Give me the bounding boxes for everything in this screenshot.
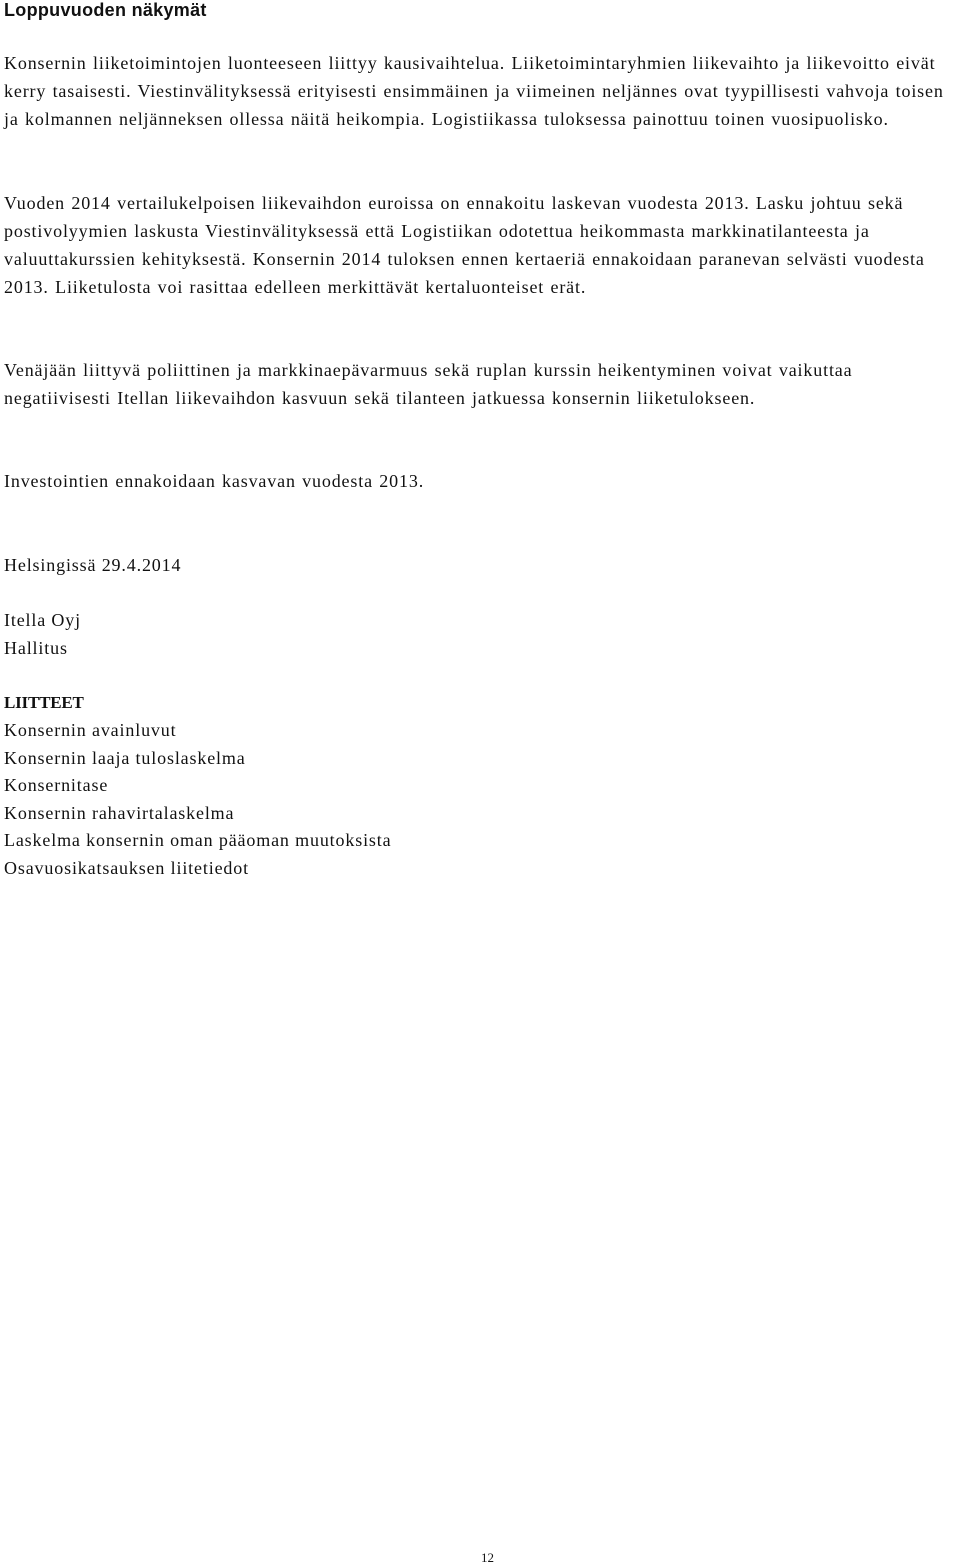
- board-signature: Hallitus: [4, 638, 68, 658]
- list-item: Konsernitase: [4, 775, 109, 796]
- list-item: Laskelma konsernin oman pääoman muutoksista: [4, 830, 392, 851]
- appendices-title: LIITTEET: [4, 693, 84, 712]
- paragraph-revenue-outlook: Vuoden 2014 vertailukelpoisen liikevaihdon euroissa on ennakoitu laskevan vuodesta 2013. Lasku johtuu sekä postivolyymien laskusta Viestinvälityksessä että Logistiikan odotettua heikommasta markkinatilanteesta ja valuuttakurssien kehityksestä. Konsernin 2014 tuloksen ennen kertaeriä ennakoidaan paranevan selvästi vuodesta 2013. Liiketulosta voi rasittaa edelleen merkittävät kertaluonteiset erät.: [4, 193, 925, 297]
- place-and-date: Helsingissä 29.4.2014: [4, 555, 182, 575]
- company-name: Itella Oyj: [4, 610, 81, 630]
- list-item: Osavuosikatsauksen liitetiedot: [4, 857, 249, 878]
- paragraph-seasonality: Konsernin liiketoimintojen luonteeseen liittyy kausivaihtelua. Liiketoimintaryhmien liikevaihto ja liikevoitto eivät kerry tasaisesti. Viestinvälityksessä erityisesti ensimmäinen ja viimeinen neljännes ovat tyypillisesti vahvoja toisen ja kolmannen neljänneksen ollessa näitä heikompia. Logistiikassa tuloksessa painottuu toinen vuosipuolisko.: [4, 53, 944, 129]
- appendices-list: [4, 717, 391, 883]
- section-heading: Loppuvuoden näkymät: [4, 0, 207, 20]
- list-item: Konsernin avainluvut: [4, 720, 177, 740]
- list-item: Konsernin laaja tuloslaskelma: [4, 747, 246, 768]
- list-item: Konsernin rahavirtalaskelma: [4, 802, 235, 823]
- paragraph-investments: Investointien ennakoidaan kasvavan vuodesta 2013.: [4, 471, 425, 491]
- paragraph-russia-risk: Venäjään liittyvä poliittinen ja markkinaepävarmuus sekä ruplan kurssin heikentyminen voivat vaikuttaa negatiivisesti Itellan liikevaihdon kasvuun sekä tilanteen jatkuessa konsernin liiketulokseen.: [4, 360, 853, 408]
- page-number: 12: [481, 1550, 494, 1565]
